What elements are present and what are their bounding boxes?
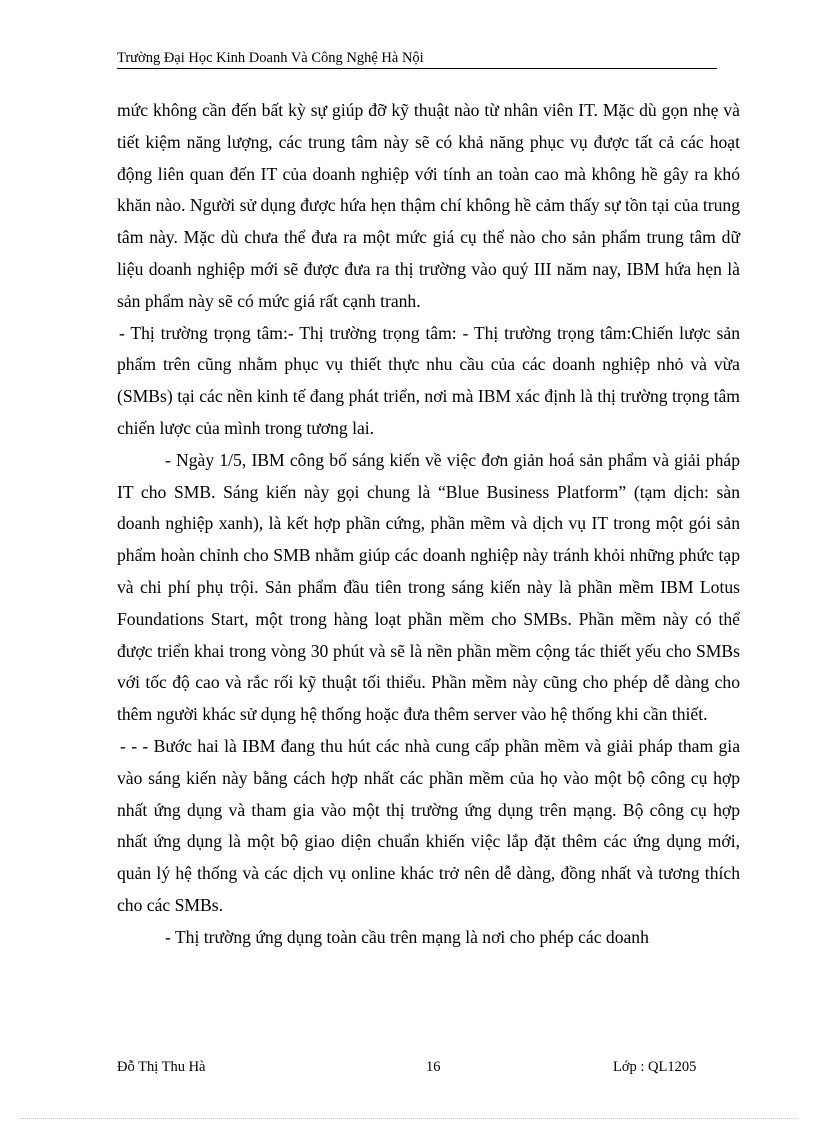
footer-class: Lớp : QL1205 [613,1059,697,1075]
page-header [117,48,717,69]
paragraph-global-marketplace: - Thị trường ứng dụng toàn cầu trên mạng là nơi cho phép các doanh [165,926,649,947]
page-number: 16 [426,1059,441,1075]
paragraph-blue-business-platform: - Ngày 1/5, IBM công bố sáng kiến về việc đơn giản hoá sản phẩm và giải pháp IT cho SMB. Sáng kiến này gọi chung là “Blue Business Platform” (tạm dịch: sàn doanh nghiệp xanh), là kết hợp phần cứng, phần mềm và dịch vụ IT trong một gói sản phẩm hoàn chỉnh cho SMB nhằm giúp các doanh nghiệp này tránh khỏi những phức tạp và chi phí phụ trội. Sản phẩm đầu tiên trong sáng kiến này là phần mềm IBM Lotus Foundations Start, một trong hàng loạt phần mềm cho SMBs. Phần mềm này có thể được triển khai trong vòng 30 phút và sẽ là nền phần mềm cộng tác thiết yếu cho SMBs với tốc độ cao và rắc rối kỹ thuật tối thiểu. Phần mềm này cũng cho phép dễ dàng cho thêm người khác sử dụng hệ thống hoặc đưa thêm server vào hệ thống khi cần thiết. [117,449,740,725]
paragraph-step-two: - - - Bước hai là IBM đang thu hút các nhà cung cấp phần mềm và giải pháp tham gia vào sáng kiến này bằng cách hợp nhất các phần mềm của họ vào một bộ công cụ hợp nhất ứng dụng và tham gia vào một thị trường ứng dụng trên mạng. Bộ công cụ hợp nhất ứng dụng là một bộ giao diện chuẩn khiến việc lắp đặt thêm các ứng dụng mới, quản lý hệ thống và các dịch vụ online khác trở nên dễ dàng, đồng nhất và tương thích cho các SMBs. [117,735,740,915]
header-title: Trường Đại Học Kinh Doanh Và Công Nghệ Hà Nội [117,50,424,66]
footer-author: Đỗ Thị Thu Hà [117,1059,206,1075]
paragraph-target-market: - Thị trường trọng tâm:- Thị trường trọng tâm: - Thị trường trọng tâm:Chiến lược sản phẩm trên cũng nhằm phục vụ thiết thực nhu cầu của các doanh nghiệp nhỏ và vừa (SMBs) tại các nền kinh tế đang phát triển, nơi mà IBM xác định là thị trường trọng tâm chiến lược của mình trong tương lai. [117,322,740,438]
paragraph-continuation: mức không cần đến bất kỳ sự giúp đỡ kỹ thuật nào từ nhân viên IT. Mặc dù gọn nhẹ và tiết kiệm năng lượng, các trung tâm này sẽ có khả năng phục vụ được tất cả các hoạt động liên quan đến IT của doanh nghiệp với tính an toàn cao mà không hề gây ra khó khăn nào. Người sử dụng được hứa hẹn thậm chí không hề cảm thấy sự tồn tại của trung tâm này. Mặc dù chưa thể đưa ra một mức giá cụ thể nào cho sản phẩm trung tâm dữ liệu doanh nghiệp mới sẽ được đưa ra thị trường vào quý III năm nay, IBM hứa hẹn là sản phẩm này sẽ có mức giá rất cạnh tranh. [117,100,740,311]
page-divider [20,1118,796,1119]
document-body [117,95,740,954]
